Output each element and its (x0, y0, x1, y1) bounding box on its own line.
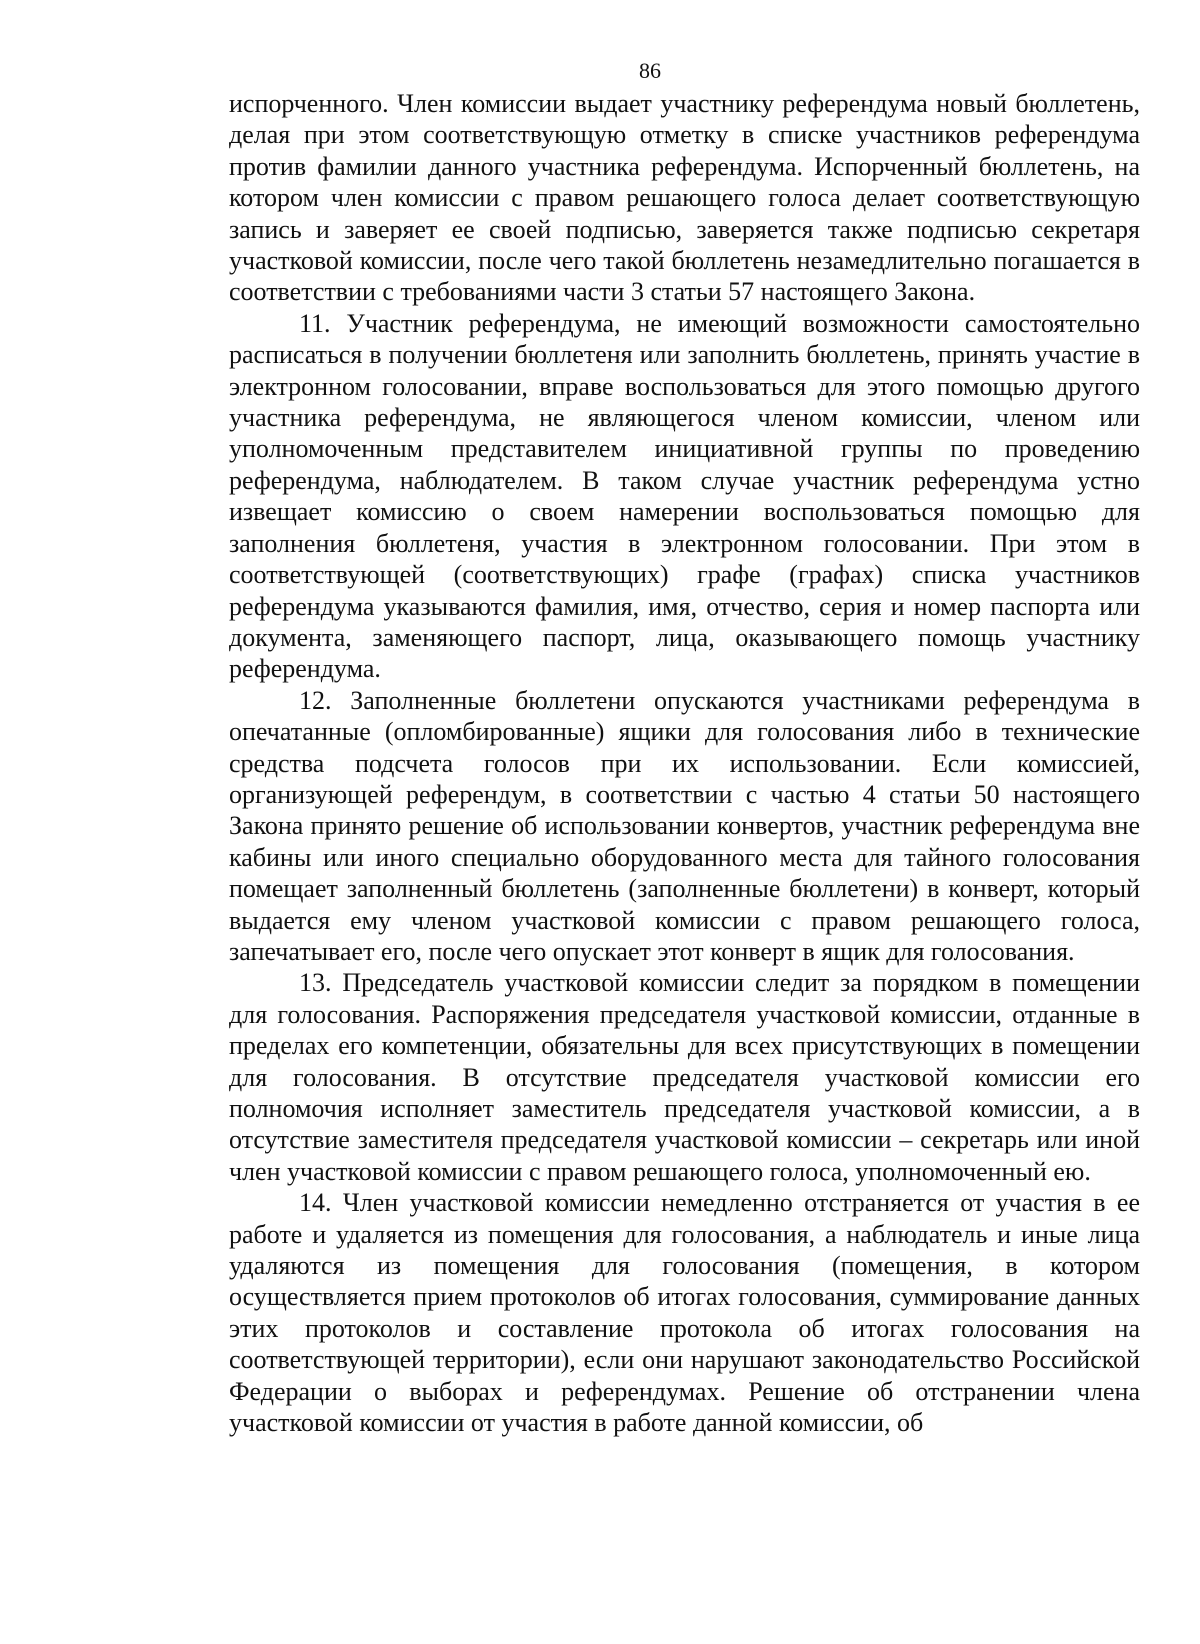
body-text (229, 88, 1140, 1438)
paragraph-continuation: испорченного. Член комиссии выдает участнику референдума новый бюллетень, делая при этом соответствующую отметку в списке участников референдума против фамилии данного участника референдума. Испорченный бюллетень, на котором член комиссии с правом решающего голоса делает соответствующую запись и заверяет ее своей подписью, заверяется также подписью секретаря участковой комиссии, после чего такой бюллетень незамедлительно погашается в соответствии с требованиями части 3 статьи 57 настоящего Закона. (229, 89, 1140, 307)
paragraph-13: 13. Председатель участковой комиссии следит за порядком в помещении для голосования. Распоряжения председателя участковой комиссии, отданные в пределах его компетенции, обязательны для всех присутствующих в помещении для голосования. В отсутствие председателя участковой комиссии его полномочия исполняет заместитель председателя участковой комиссии, а в отсутствие заместителя председателя участковой комиссии – секретарь или иной член участковой комиссии с правом решающего голоса, уполномоченный ею. (229, 968, 1140, 1186)
paragraph-11: 11. Участник референдума, не имеющий возможности самостоятельно расписаться в получении бюллетеня или заполнить бюллетень, принять участие в электронном голосовании, вправе воспользоваться для этого помощью другого участника референдума, не являющегося членом комиссии, членом или уполномоченным представителем инициативной группы по проведению референдума, наблюдателем. В таком случае участник референдума устно извещает комиссию о своем намерении воспользоваться помощью для заполнения бюллетеня, участия в электронном голосовании. При этом в соответствующей (соответствующих) графе (графах) списка участников референдума указываются фамилия, имя, отчество, серия и номер паспорта или документа, заменяющего паспорт, лица, оказывающего помощь участнику референдума. (229, 308, 1140, 684)
page-number: 86 (639, 58, 661, 83)
paragraph-12: 12. Заполненные бюллетени опускаются участниками референдума в опечатанные (опломбированные) ящики для голосования либо в технические средства подсчета голосов при их использовании. Если комиссией, организующей референдум, в соответствии с частью 4 статьи 50 настоящего Закона принято решение об использовании конвертов, участник референдума вне кабины или иного специально оборудованного места для тайного голосования помещает заполненный бюллетень (заполненные бюллетени) в конверт, который выдается ему членом участковой комиссии с правом решающего голоса, запечатывает его, после чего опускает этот конверт в ящик для голосования. (229, 685, 1140, 966)
paragraph-14: 14. Член участковой комиссии немедленно отстраняется от участия в ее работе и удаляется из помещения для голосования, а наблюдатель и иные лица удаляются из помещения для голосования (помещения, в котором осуществляется прием протоколов об итогах голосования, суммирование данных этих протоколов и составление протокола об итогах голосования на соответствующей территории), если они нарушают законодательство Российской Федерации о выборах и референдумах. Решение об отстранении члена участковой комиссии от участия в работе данной комиссии, об (229, 1188, 1140, 1438)
